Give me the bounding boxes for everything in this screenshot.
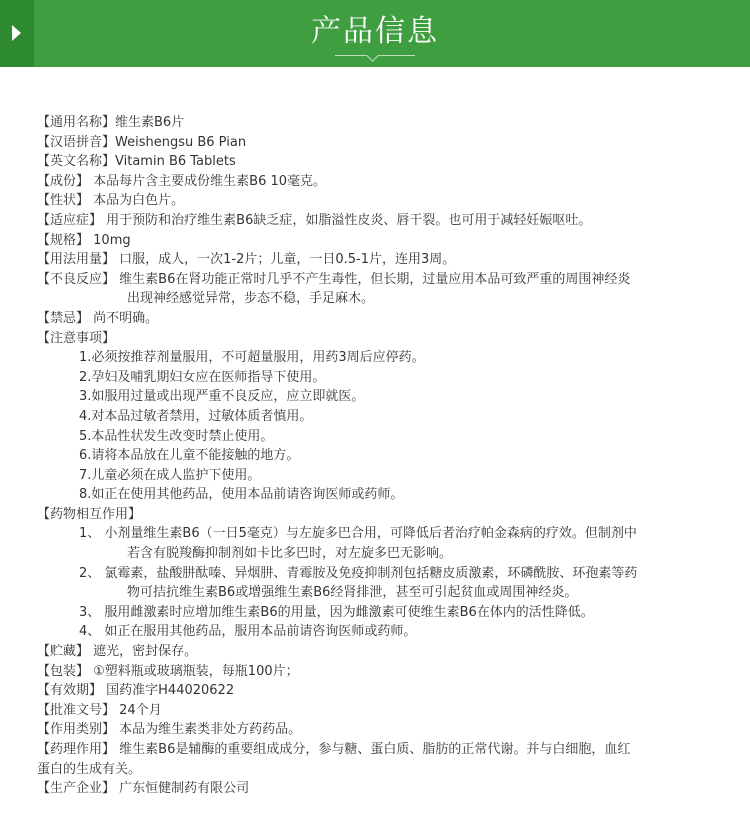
list-item: 2.孕妇及哺乳期妇女应在医师指导下使用。	[79, 369, 326, 385]
interactions-heading: 【药物相互作用】	[37, 506, 142, 522]
list-item: 6.请将本品放在儿童不能接触的地方。	[79, 448, 300, 464]
page-title: 产品信息	[311, 14, 439, 49]
field-approval-number: 【批准文号】 24个月	[37, 702, 162, 718]
list-item: 1.必须按推荐剂量服用，不可超量服用，用药3周后应停药。	[79, 350, 425, 366]
field-validity: 【有效期】 国药准字H44020622	[37, 683, 235, 699]
header-banner	[0, 0, 750, 67]
list-item: 3.如服用过量或出现严重不良反应，应立即就医。	[79, 389, 365, 405]
field-dosage: 【用法用量】 口服，成人，一次1-2片；儿童，一日0.5-1片，连用3周。	[37, 252, 456, 268]
precautions-heading: 【注意事项】	[37, 330, 116, 346]
list-item: 4、 如正在服用其他药品，服用本品前请咨询医师或药师。	[79, 624, 417, 640]
list-item: 7.儿童必须在成人监护下使用。	[79, 467, 261, 483]
field-indications: 【适应症】 用于预防和治疗维生素B6缺乏症，如脂溢性皮炎、唇干裂。也可用于减轻妊娠呕吐。	[37, 212, 592, 228]
list-item: 4.对本品过敏者禁用，过敏体质者慎用。	[79, 408, 313, 424]
list-item-continuation: 物可拮抗维生素B6或增强维生素B6经肾排泄，甚至可引起贫血或周围神经炎。	[127, 585, 578, 601]
list-item: 1、 小剂量维生素B6（一日5毫克）与左旋多巴合用，可降低后者治疗帕金森病的疗效。但制剂中	[79, 526, 637, 542]
list-item: 2、 氯霉素，盐酸肼酞嗪、异烟肼、青霉胺及免疫抑制剂包括糖皮质激素，环磷酰胺、环孢素等药	[79, 565, 638, 581]
field-appearance: 【性状】 本品为白色片。	[37, 193, 185, 209]
field-specification: 【规格】 10mg	[37, 232, 131, 248]
list-item: 3、 服用雌激素时应增加维生素B6的用量，因为雌激素可使维生素B6在体内的活性降低。	[79, 604, 594, 620]
field-contraindications: 【禁忌】 尚不明确。	[37, 310, 159, 326]
field-adverse-reactions: 【不良反应】 维生素B6在肾功能正常时几乎不产生毒性，但长期，过量应用本品可致严重的周围神经炎	[37, 271, 631, 287]
field-package: 【包装】 ①塑料瓶或玻璃瓶装，每瓶100片；	[37, 663, 299, 679]
field-category: 【作用类别】 本品为维生素类非处方药药品。	[37, 722, 302, 738]
field-pinyin: 【汉语拼音】Weishengsu B6 Pian	[37, 134, 247, 150]
field-manufacturer: 【生产企业】 广东恒健制药有限公司	[37, 781, 250, 797]
field-ingredients: 【成份】 本品每片含主要成份维生素B6 10毫克。	[37, 173, 327, 189]
product-info	[37, 113, 717, 799]
field-english-name: 【英文名称】Vitamin B6 Tablets	[37, 154, 236, 170]
list-item: 5.本品性状发生改变时禁止使用。	[79, 428, 274, 444]
adverse-continuation: 出现神经感觉异常，步态不稳，手足麻木。	[127, 291, 375, 307]
pharmacology-continuation: 蛋白的生成有关。	[37, 761, 142, 777]
list-item-continuation: 若含有脱羧酶抑制剂如卡比多巴时，对左旋多巴无影响。	[127, 546, 453, 562]
field-generic-name: 【通用名称】维生素B6片	[37, 115, 185, 130]
list-item: 8.如正在使用其他药品，使用本品前请咨询医师或药师。	[79, 487, 404, 503]
field-pharmacology: 【药理作用】 维生素B6是辅酶的重要组成成分，参与糖、蛋白质、脂肪的正常代谢。并与白细胞，血红	[37, 742, 631, 757]
field-storage: 【贮藏】 遮光，密封保存。	[37, 644, 198, 660]
